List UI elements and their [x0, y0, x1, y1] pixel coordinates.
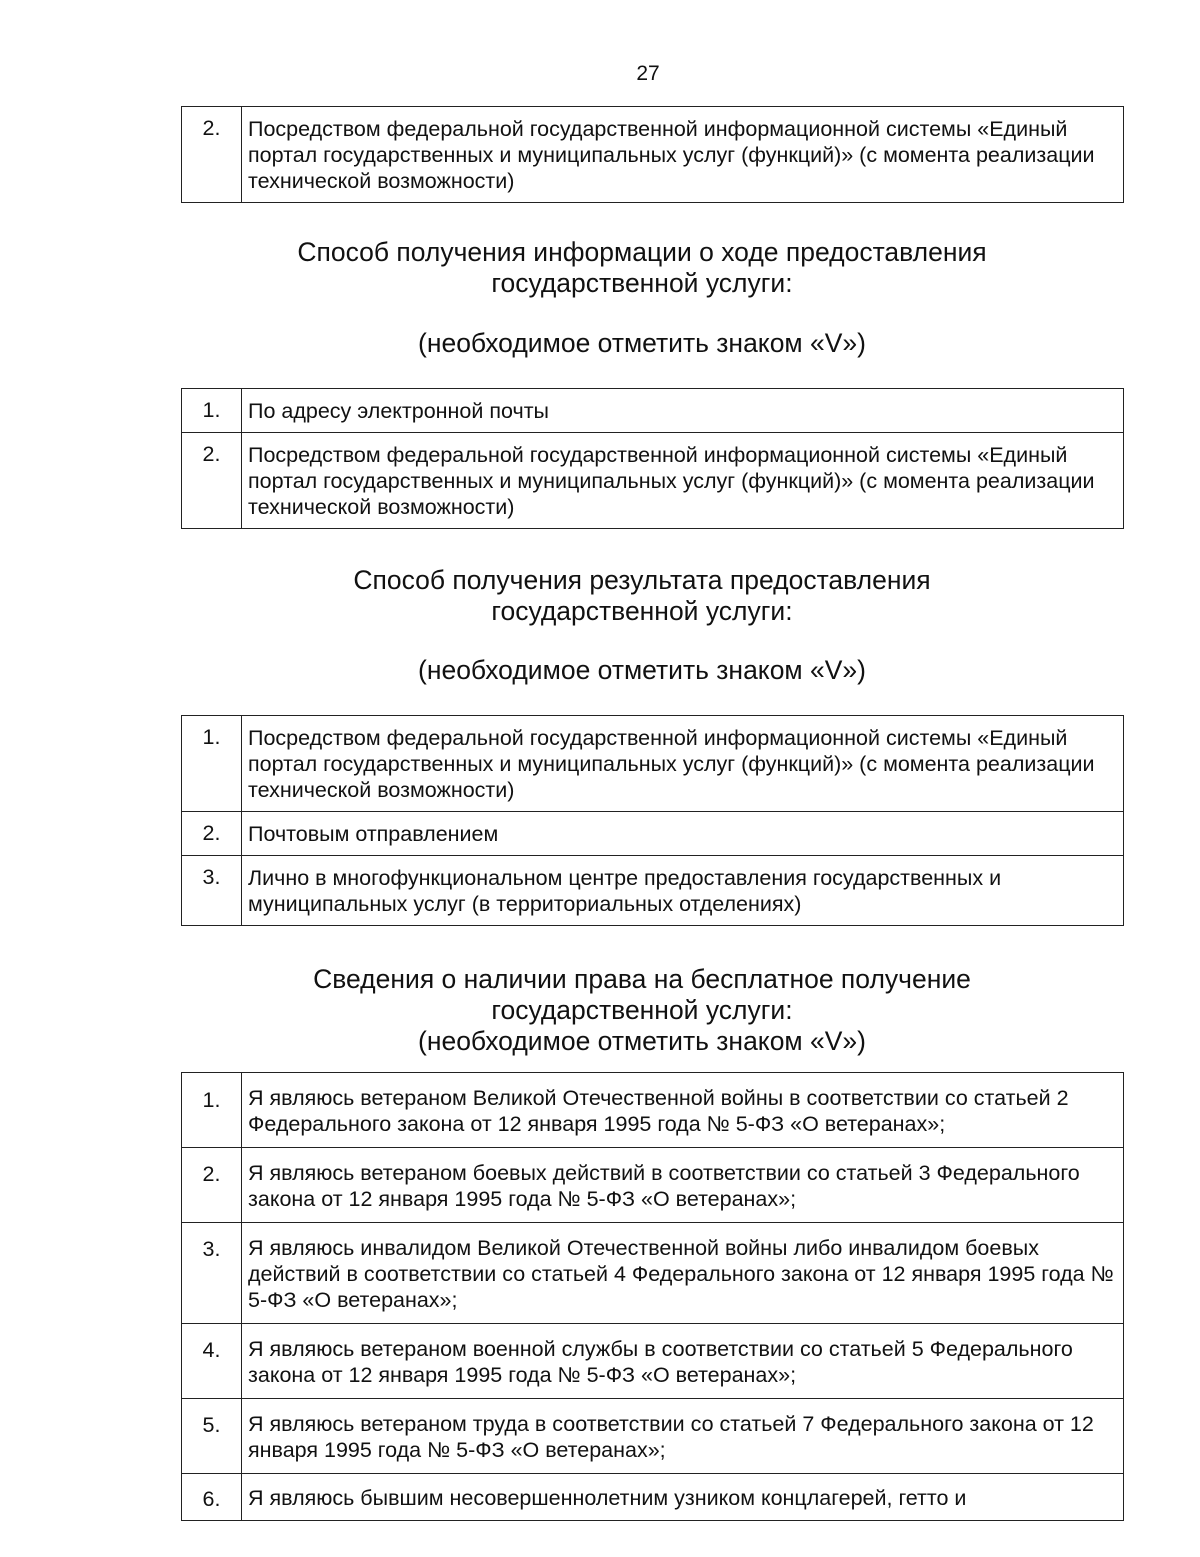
section-free-title-line1: Сведения о наличии права на бесплатное получение: [313, 964, 971, 994]
section-result-title-line1: Способ получения результата предоставления: [353, 565, 931, 595]
result-method-table: [181, 715, 1124, 926]
section-result-title-line2: государственной услуги:: [491, 596, 793, 626]
row-text: Посредством федеральной государственной информационной системы «Единый портал государственных и муниципальных услуг (функций)» (с момента реализации технической возможности): [242, 433, 1124, 529]
row-number: 3.: [182, 856, 242, 926]
section-free-note: (необходимое отметить знаком «V»): [418, 1026, 866, 1056]
row-text: Почтовым отправлением: [242, 812, 1124, 856]
row-number: 6.: [182, 1474, 242, 1521]
section-free-title: [240, 964, 1044, 1057]
row-number: 4.: [182, 1324, 242, 1399]
table-row[interactable]: [182, 1474, 1124, 1521]
page-number: 27: [636, 62, 660, 85]
table-row[interactable]: [182, 856, 1124, 926]
table-row[interactable]: [182, 1324, 1124, 1399]
row-text: Я являюсь ветераном Великой Отечественной войны в соответствии со статьей 2 Федерального закона от 12 января 1995 года № 5-ФЗ «О ветеранах»;: [242, 1073, 1124, 1148]
row-text: Я являюсь ветераном труда в соответствии со статьей 7 Федерального закона от 12 января 1995 года № 5-ФЗ «О ветеранах»;: [242, 1399, 1124, 1474]
row-text: Посредством федеральной государственной информационной системы «Единый портал государственных и муниципальных услуг (функций)» (с момента реализации технической возможности): [242, 107, 1124, 203]
row-number: 2.: [182, 107, 242, 203]
row-text: Я являюсь ветераном военной службы в соответствии со статьей 5 Федерального закона от 12 января 1995 года № 5-ФЗ «О ветеранах»;: [242, 1324, 1124, 1399]
section-info-title-line1: Способ получения информации о ходе предоставления: [297, 237, 987, 267]
row-number: 5.: [182, 1399, 242, 1474]
table-row[interactable]: [182, 433, 1124, 529]
free-right-table: [181, 1072, 1124, 1521]
table-row[interactable]: [182, 107, 1124, 203]
row-text: Я являюсь ветераном боевых действий в соответствии со статьей 3 Федерального закона от 12 января 1995 года № 5-ФЗ «О ветеранах»;: [242, 1148, 1124, 1223]
row-number: 2.: [182, 812, 242, 856]
table-row[interactable]: [182, 1073, 1124, 1148]
row-text: По адресу электронной почты: [242, 389, 1124, 433]
table-row[interactable]: [182, 1399, 1124, 1474]
row-number: 2.: [182, 433, 242, 529]
row-number: 1.: [182, 389, 242, 433]
row-number: 3.: [182, 1223, 242, 1324]
row-text: Лично в многофункциональном центре предоставления государственных и муниципальных услуг (в территориальных отделениях): [242, 856, 1124, 926]
table-row[interactable]: [182, 716, 1124, 812]
info-method-table: [181, 388, 1124, 529]
section-result-title: [240, 565, 1044, 627]
table-row[interactable]: [182, 1223, 1124, 1324]
row-number: 2.: [182, 1148, 242, 1223]
section-info-title-line2: государственной услуги:: [491, 268, 793, 298]
table-row[interactable]: [182, 812, 1124, 856]
section-info-title: [240, 237, 1044, 299]
row-text: Я являюсь бывшим несовершеннолетним узником концлагерей, гетто и: [242, 1474, 1124, 1521]
section-info-note: (необходимое отметить знаком «V»): [418, 328, 866, 358]
table-row[interactable]: [182, 1148, 1124, 1223]
section-result-note: (необходимое отметить знаком «V»): [418, 655, 866, 685]
submission-method-table: [181, 106, 1124, 203]
table-row[interactable]: [182, 389, 1124, 433]
row-text: Я являюсь инвалидом Великой Отечественной войны либо инвалидом боевых действий в соответствии со статьей 4 Федерального закона от 12 января 1995 года № 5-ФЗ «О ветеранах»;: [242, 1223, 1124, 1324]
row-number: 1.: [182, 1073, 242, 1148]
row-text: Посредством федеральной государственной информационной системы «Единый портал государственных и муниципальных услуг (функций)» (с момента реализации технической возможности): [242, 716, 1124, 812]
section-free-title-line2: государственной услуги:: [491, 995, 793, 1025]
row-number: 1.: [182, 716, 242, 812]
